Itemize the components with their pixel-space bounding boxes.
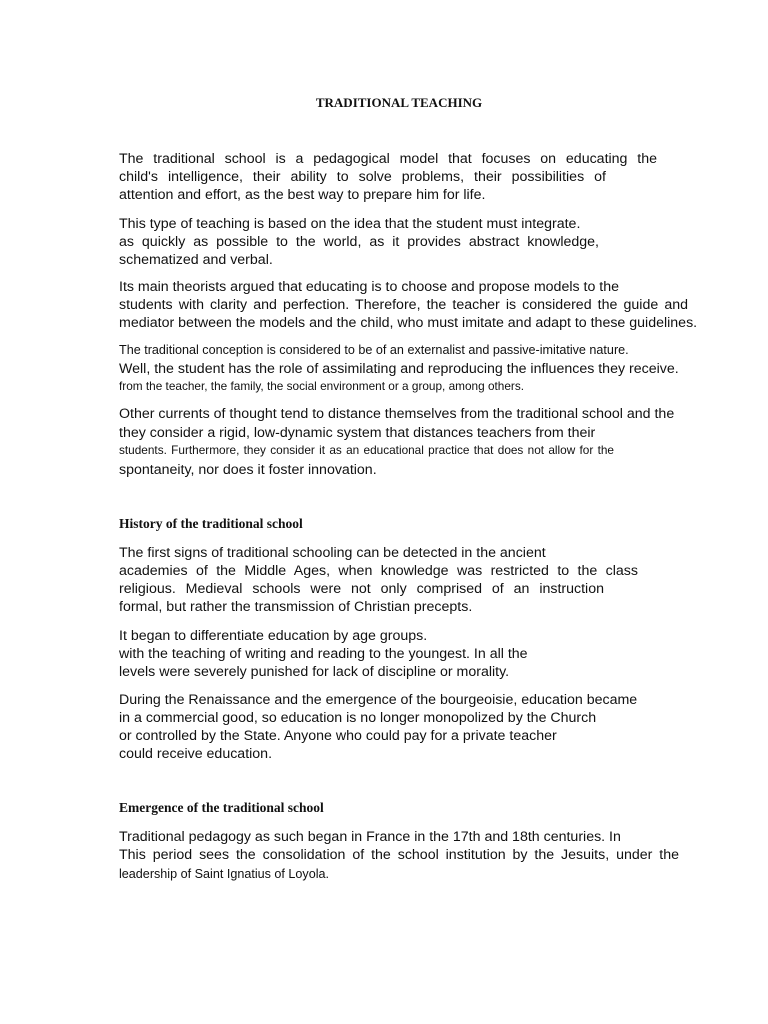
paragraph-line: from the teacher, the family, the social environment or a group, among others. [119,379,525,393]
paragraph-line: with the teaching of writing and reading to the youngest. In all the [119,646,528,662]
paragraph-line: The traditional school is a pedagogical model that focuses on educating the [119,151,657,167]
paragraph-line: spontaneity, nor does it foster innovation. [119,462,377,478]
paragraph-line: The traditional conception is considered to be of an externalist and passive-imitative nature. [119,343,629,357]
paragraph-line: or controlled by the State. Anyone who could pay for a private teacher [119,728,557,744]
paragraph-line: leadership of Saint Ignatius of Loyola. [119,867,330,881]
paragraph-line: Well, the student has the role of assimilating and reproducing the influences they receive. [119,361,679,377]
section-heading: Emergence of the traditional school [119,800,324,815]
document-title: TRADITIONAL TEACHING [315,95,483,110]
paragraph-line: This period sees the consolidation of the school institution by the Jesuits, under the [119,847,679,863]
paragraph-line: students with clarity and perfection. Therefore, the teacher is considered the guide and [119,297,688,313]
paragraph-line: The first signs of traditional schooling can be detected in the ancient [119,545,546,561]
paragraph-line: formal, but rather the transmission of Christian precepts. [119,599,473,615]
paragraph-line: religious. Medieval schools were not only comprised of an instruction [119,581,604,597]
paragraph-line: academies of the Middle Ages, when knowledge was restricted to the class [119,563,638,579]
paragraph-line: could receive education. [119,746,273,762]
paragraph-line: levels were severely punished for lack of discipline or morality. [119,664,510,680]
paragraph-line: Other currents of thought tend to distance themselves from the traditional school and the [119,406,675,422]
paragraph-line: schematized and verbal. [119,252,273,268]
paragraph-line: It began to differentiate education by age groups. [119,628,428,644]
paragraph-line: This type of teaching is based on the idea that the student must integrate. [119,216,581,232]
paragraph-line: in a commercial good, so education is no longer monopolized by the Church [119,710,597,726]
section-heading: History of the traditional school [119,516,303,531]
paragraph-line: Its main theorists argued that educating is to choose and propose models to the [119,279,620,295]
paragraph-line: Traditional pedagogy as such began in France in the 17th and 18th centuries. In [119,829,621,845]
paragraph-line: students. Furthermore, they consider it as an educational practice that does not allow for the [119,443,614,457]
paragraph-line: mediator between the models and the child, who must imitate and adapt to these guidelines. [119,315,698,331]
paragraph-line: child's intelligence, their ability to solve problems, their possibilities of [119,169,606,185]
paragraph-line: During the Renaissance and the emergence of the bourgeoisie, education became [119,692,638,708]
paragraph-line: as quickly as possible to the world, as it provides abstract knowledge, [119,234,599,250]
paragraph-line: attention and effort, as the best way to prepare him for life. [119,187,486,203]
paragraph-line: they consider a rigid, low-dynamic system that distances teachers from their [119,425,596,441]
